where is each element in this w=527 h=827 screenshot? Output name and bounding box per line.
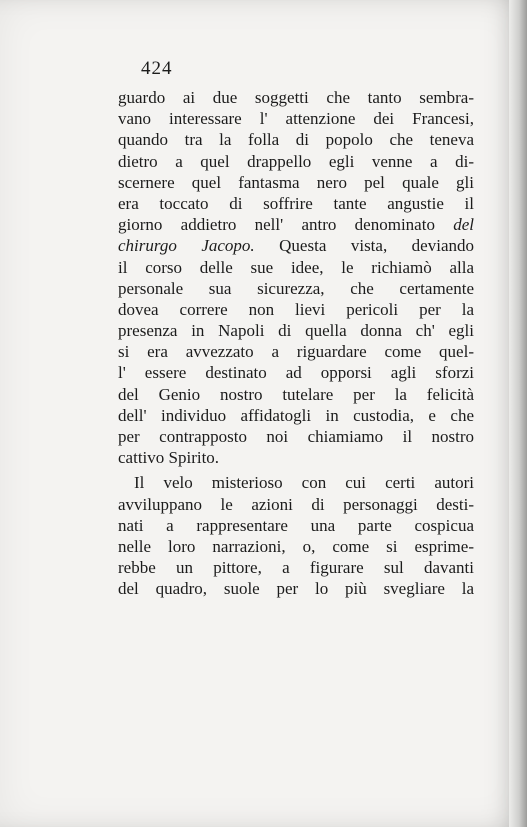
text-line: nelle loro narrazioni, o, come si esprime-: [118, 536, 474, 556]
italic-fragment: chirurgo Jacopo.: [118, 236, 255, 256]
text-line-last: cattivo Spirito.: [118, 448, 220, 468]
text-line: del Genio nostro tutelare per la felicità: [118, 384, 474, 404]
text-line: si era avvezzato a riguardare come quel-: [118, 342, 474, 362]
text-line: vano interessare l' attenzione dei Francesi,: [118, 109, 474, 129]
text-line: nati a rappresentare una parte cospicua: [118, 515, 474, 535]
text-line: per contrapposto noi chiamiamo il nostro: [118, 427, 474, 446]
text-fragment: giorno addietro nell' antro denominato: [118, 215, 435, 235]
text-line-mixed: [118, 235, 474, 256]
text-line: rebbe un pittore, a figurare sul davanti: [118, 558, 474, 578]
text-line: Il velo misterioso con cui certi autori: [134, 473, 474, 493]
text-line: scernere quel fantasma nero pel quale gli: [118, 172, 474, 192]
body-text: [118, 87, 474, 600]
text-line: dell' individuo affidatogli in custodia, e che: [118, 405, 474, 425]
text-line: era toccato di soffrire tante angustie il: [118, 193, 474, 213]
page-number: 424: [141, 58, 173, 79]
page-binding-shadow: [509, 0, 527, 827]
text-line: guardo ai due soggetti che tanto sembra-: [118, 88, 474, 107]
text-fragment: Questa vista, deviando: [254, 236, 474, 256]
text-line: quando tra la folla di popolo che teneva: [118, 130, 474, 150]
text-line: il corso delle sue idee, le richiamò alla: [118, 257, 474, 277]
text-line: dietro a quel drappello egli venne a di-: [118, 151, 474, 171]
italic-fragment: del: [453, 215, 475, 235]
text-line-mixed: [118, 214, 474, 235]
text-line: del quadro, suole per lo più svegliare la: [118, 579, 474, 599]
text-line: l' essere destinato ad opporsi agli sforzi: [118, 363, 474, 383]
text-line: dovea correre non lievi pericoli per la: [118, 299, 474, 319]
text-line: presenza in Napoli di quella donna ch' egli: [118, 321, 474, 341]
text-line: avviluppano le azioni di personaggi desti-: [118, 494, 474, 514]
text-line: personale sua sicurezza, che certamente: [118, 278, 474, 298]
